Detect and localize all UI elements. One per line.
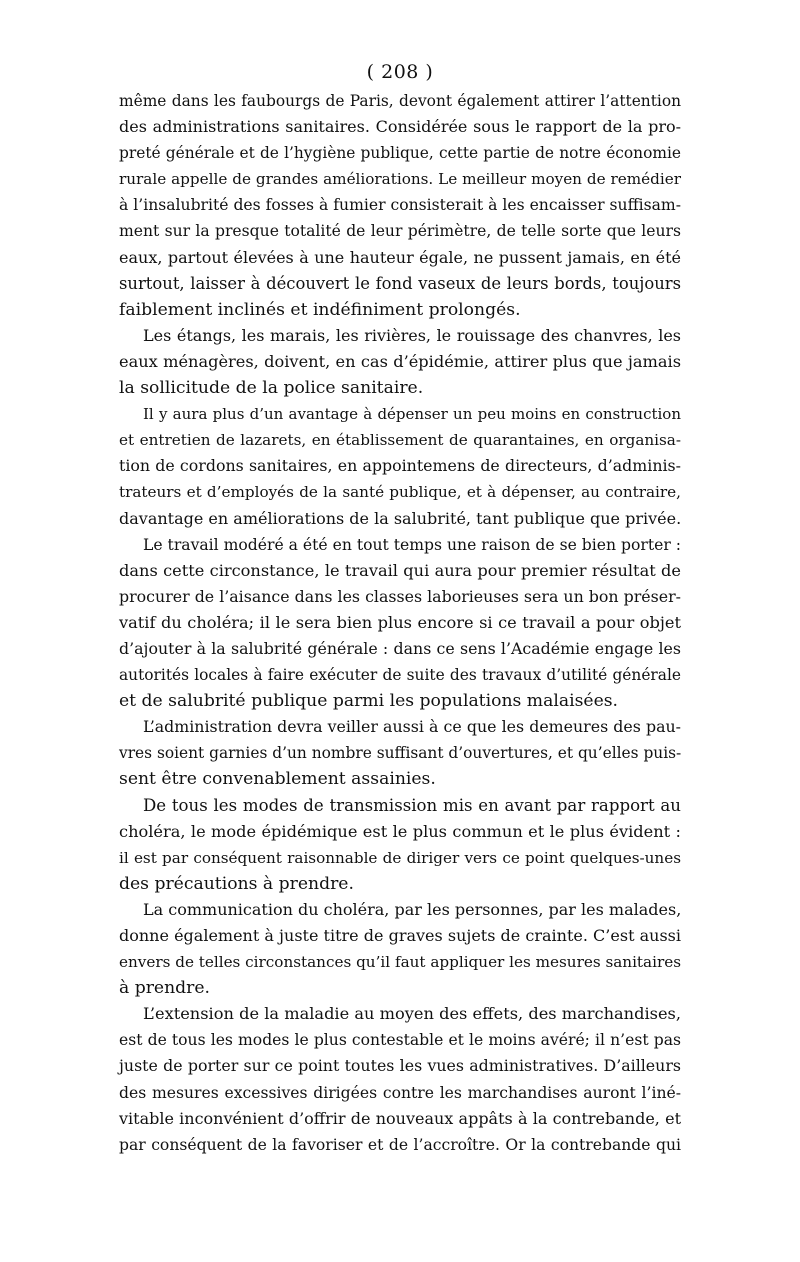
body-text bbox=[119, 88, 681, 1158]
text-line: Il y aura plus d’un avantage à dépenser un peu moins en construction bbox=[143, 405, 681, 424]
page-number: ( 208 ) bbox=[366, 61, 434, 83]
text-line: vatif du choléra; il le sera bien plus encore si ce travail a pour objet bbox=[119, 612, 681, 632]
text-line: et de salubrité publique parmi les populations malaisées. bbox=[119, 691, 619, 712]
text-line: et entretien de lazarets, en établissement de quarantaines, en organisa- bbox=[119, 431, 681, 450]
text-line: preté générale et de l’hygiène publique, cette partie de notre économie bbox=[119, 144, 681, 163]
text-line: juste de porter sur ce point toutes les vues administratives. D’ailleurs bbox=[119, 1056, 681, 1076]
text-line: surtout, laisser à découvert le fond vaseux de leurs bords, toujours bbox=[119, 273, 681, 293]
text-line: des administrations sanitaires. Considérée sous le rapport de la pro- bbox=[119, 117, 681, 137]
text-line: trateurs et d’employés de la santé publique, et à dépenser, au contraire, bbox=[119, 483, 681, 502]
text-line: des précautions à prendre. bbox=[119, 873, 354, 894]
text-line: il est par conséquent raisonnable de diriger vers ce point quelques-unes bbox=[119, 848, 681, 867]
text-line: procurer de l’aisance dans les classes laborieuses sera un bon préser- bbox=[119, 586, 681, 606]
text-line: eaux ménagères, doivent, en cas d’épidémie, attirer plus que jamais bbox=[119, 351, 681, 371]
text-line: autorités locales à faire exécuter de suite des travaux d’utilité générale bbox=[119, 666, 681, 685]
text-line: à l’insalubrité des fosses à fumier consisterait à les encaisser suffisam- bbox=[119, 196, 681, 215]
text-line: La communication du choléra, par les personnes, par les malades, bbox=[143, 899, 682, 919]
text-line: d’ajouter à la salubrité générale : dans ce sens l’Académie engage les bbox=[119, 638, 681, 658]
text-line: L’administration devra veiller aussi à ce que les demeures des pau- bbox=[143, 717, 681, 737]
text-line: faiblement inclinés et indéfiniment prolongés. bbox=[119, 299, 521, 320]
text-line: rurale appelle de grandes améliorations. Le meilleur moyen de remédier bbox=[119, 170, 681, 189]
text-line: choléra, le mode épidémique est le plus commun et le plus évident : bbox=[119, 821, 681, 841]
text-line: dans cette circonstance, le travail qui aura pour premier résultat de bbox=[119, 560, 681, 580]
text-line: à prendre. bbox=[119, 978, 211, 999]
text-line: vres soient garnies d’un nombre suffisant d’ouvertures, et qu’elles puis- bbox=[119, 744, 682, 763]
text-line: ment sur la presque totalité de leur périmètre, de telle sorte que leurs bbox=[119, 222, 681, 241]
text-line: De tous les modes de transmission mis en avant par rapport au bbox=[143, 795, 681, 815]
text-line: Le travail modéré a été en tout temps une raison de se bien porter : bbox=[143, 535, 681, 554]
text-line: vitable inconvénient d’offrir de nouveaux appâts à la contrebande, et bbox=[119, 1108, 681, 1128]
text-line: même dans les faubourgs de Paris, devont également attirer l’attention bbox=[119, 92, 681, 110]
text-line: davantage en améliorations de la salubrité, tant publique que privée. bbox=[119, 508, 682, 528]
text-line: donne également à juste titre de graves sujets de crainte. C’est aussi bbox=[119, 926, 681, 945]
text-line: envers de telles circonstances qu’il faut appliquer les mesures sanitaires bbox=[119, 953, 681, 972]
text-line: sent être convenablement assainies. bbox=[119, 769, 436, 790]
text-line: tion de cordons sanitaires, en appointemens de directeurs, d’adminis- bbox=[119, 456, 681, 476]
text-line: par conséquent de la favoriser et de l’accroître. Or la contrebande qui bbox=[119, 1135, 681, 1154]
text-line: est de tous les modes le plus contestable et le moins avéré; il n’est pas bbox=[119, 1031, 681, 1050]
text-line: Les étangs, les marais, les rivières, le rouissage des chanvres, les bbox=[143, 325, 681, 345]
text-line: eaux, partout élevées à une hauteur égale, ne pussent jamais, en été bbox=[119, 247, 681, 267]
text-line: la sollicitude de la police sanitaire. bbox=[119, 378, 424, 399]
text-line: L’extension de la maladie au moyen des effets, des marchandises, bbox=[143, 1004, 681, 1024]
text-line: des mesures excessives dirigées contre les marchandises auront l’iné- bbox=[119, 1083, 681, 1102]
